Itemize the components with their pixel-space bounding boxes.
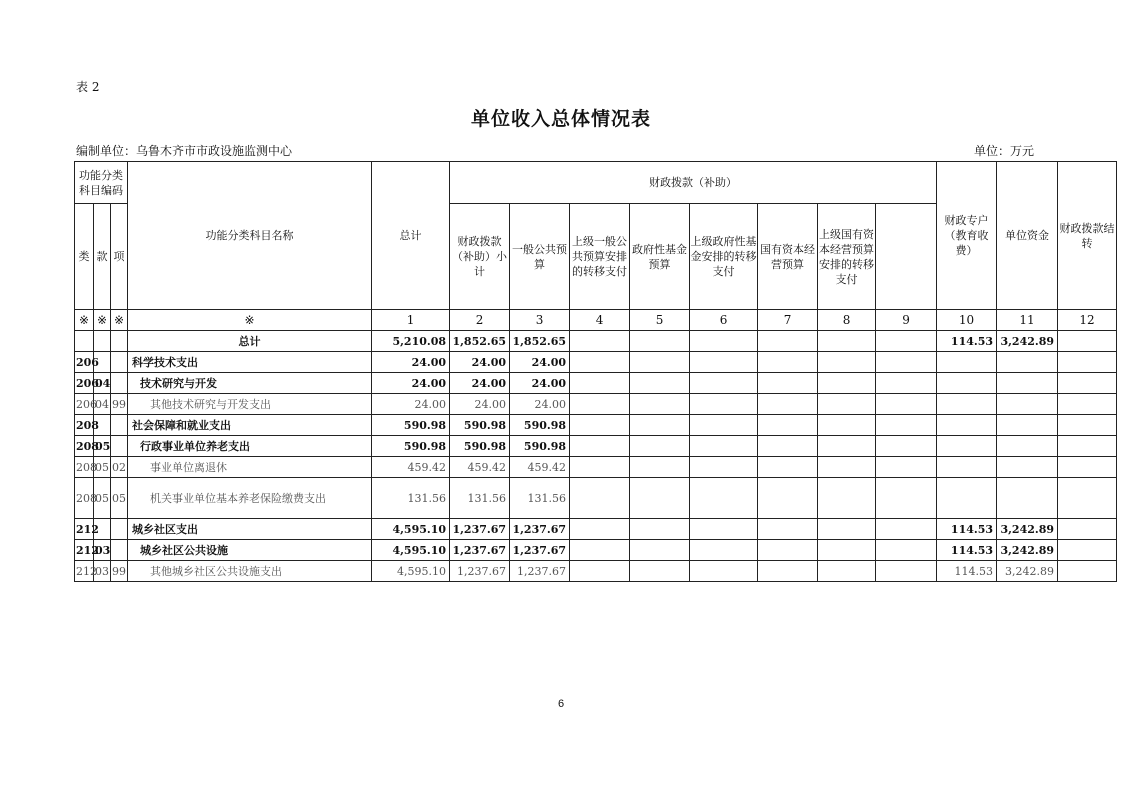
empty-cell	[1058, 478, 1117, 519]
code-xiang	[111, 352, 128, 373]
item-name: 总计	[128, 331, 372, 352]
empty-cell	[818, 394, 876, 415]
empty-cell	[690, 415, 758, 436]
empty-cell	[818, 540, 876, 561]
empty-cell	[630, 478, 690, 519]
column-number-row	[75, 310, 1117, 331]
code-lei: 212	[75, 561, 94, 582]
fiscal-subtotal-cell: 24.00	[450, 373, 510, 394]
general-budget-cell: 1,237.67	[510, 561, 570, 582]
empty-cell	[690, 331, 758, 352]
table-row	[75, 331, 1117, 352]
table-row	[75, 561, 1117, 582]
carryover-cell: 3,242.89	[997, 519, 1058, 540]
unit-funds-cell: 114.53	[937, 519, 997, 540]
header-lei: 类	[75, 204, 94, 310]
code-xiang	[111, 436, 128, 457]
column-number: 9	[876, 310, 937, 331]
empty-cell	[630, 519, 690, 540]
carryover-cell	[997, 436, 1058, 457]
general-budget-cell: 1,237.67	[510, 540, 570, 561]
code-lei: 208	[75, 415, 94, 436]
empty-cell	[690, 352, 758, 373]
table-row	[75, 478, 1117, 519]
general-budget-cell: 590.98	[510, 415, 570, 436]
empty-cell	[818, 415, 876, 436]
code-kuan	[94, 331, 111, 352]
column-number: 12	[1058, 310, 1117, 331]
mark-cell: ※	[75, 310, 94, 331]
column-number: 1	[372, 310, 450, 331]
unit-funds-cell	[937, 436, 997, 457]
code-lei: 212	[75, 540, 94, 561]
table-row	[75, 352, 1117, 373]
item-name: 事业单位离退休	[128, 457, 372, 478]
column-number: 10	[937, 310, 997, 331]
code-lei: 206	[75, 394, 94, 415]
empty-cell	[876, 457, 937, 478]
empty-cell	[690, 561, 758, 582]
empty-cell	[630, 331, 690, 352]
fiscal-subtotal-cell: 1,237.67	[450, 561, 510, 582]
code-kuan: 03	[94, 540, 111, 561]
empty-cell	[876, 561, 937, 582]
empty-cell	[570, 373, 630, 394]
header-c2: 一般公共预算	[510, 204, 570, 310]
header-c1: 财政拨款（补助）小计	[450, 204, 510, 310]
empty-cell	[690, 519, 758, 540]
code-kuan: 04	[94, 373, 111, 394]
empty-cell	[758, 331, 818, 352]
total-cell: 5,210.08	[372, 331, 450, 352]
table-row	[75, 519, 1117, 540]
fiscal-subtotal-cell: 1,237.67	[450, 540, 510, 561]
unit-funds-cell: 114.53	[937, 540, 997, 561]
empty-cell	[876, 540, 937, 561]
empty-cell	[570, 540, 630, 561]
total-cell: 4,595.10	[372, 519, 450, 540]
mark-cell: ※	[111, 310, 128, 331]
code-lei: 212	[75, 519, 94, 540]
header-fiscal-group: 财政拨款（补助）	[450, 162, 937, 204]
empty-cell	[690, 436, 758, 457]
unit-line: 单位：万元	[973, 144, 1034, 158]
empty-cell	[570, 478, 630, 519]
income-table	[74, 161, 1117, 582]
unit-funds-cell	[937, 415, 997, 436]
item-name: 社会保障和就业支出	[128, 415, 372, 436]
table-label: 表 2	[76, 80, 100, 94]
fiscal-subtotal-cell: 24.00	[450, 394, 510, 415]
fiscal-subtotal-cell: 1,237.67	[450, 519, 510, 540]
empty-cell	[1058, 415, 1117, 436]
table-row	[75, 394, 1117, 415]
header-kuan: 款	[94, 204, 111, 310]
fiscal-subtotal-cell: 459.42	[450, 457, 510, 478]
item-name: 其他技术研究与开发支出	[128, 394, 372, 415]
empty-cell	[690, 373, 758, 394]
org-line: 编制单位：乌鲁木齐市市政设施监测中心	[76, 144, 293, 158]
empty-cell	[570, 352, 630, 373]
empty-cell	[758, 540, 818, 561]
general-budget-cell: 24.00	[510, 373, 570, 394]
header-c3: 上级一般公共预算安排的转移支付	[570, 204, 630, 310]
code-xiang: 99	[111, 394, 128, 415]
carryover-cell	[997, 373, 1058, 394]
fiscal-subtotal-cell: 1,852.65	[450, 331, 510, 352]
empty-cell	[570, 561, 630, 582]
empty-cell	[876, 331, 937, 352]
header-xiang: 项	[111, 204, 128, 310]
carryover-cell: 3,242.89	[997, 540, 1058, 561]
empty-cell	[570, 331, 630, 352]
unit-funds-cell: 114.53	[937, 331, 997, 352]
code-xiang	[111, 331, 128, 352]
empty-cell	[630, 373, 690, 394]
code-lei	[75, 331, 94, 352]
empty-cell	[758, 415, 818, 436]
unit-funds-cell: 114.53	[937, 561, 997, 582]
empty-cell	[1058, 540, 1117, 561]
item-name: 科学技术支出	[128, 352, 372, 373]
column-number: 5	[630, 310, 690, 331]
code-lei: 208	[75, 457, 94, 478]
empty-cell	[570, 415, 630, 436]
carryover-cell	[997, 352, 1058, 373]
item-name: 城乡社区支出	[128, 519, 372, 540]
code-xiang: 02	[111, 457, 128, 478]
unit-funds-cell	[937, 478, 997, 519]
column-number: 4	[570, 310, 630, 331]
code-kuan: 05	[94, 457, 111, 478]
general-budget-cell: 459.42	[510, 457, 570, 478]
code-kuan: 05	[94, 436, 111, 457]
empty-cell	[630, 561, 690, 582]
empty-cell	[818, 352, 876, 373]
general-budget-cell: 131.56	[510, 478, 570, 519]
header-c7: 上级国有资本经营预算安排的转移支付	[818, 204, 876, 310]
empty-cell	[690, 394, 758, 415]
carryover-cell	[997, 457, 1058, 478]
item-name: 技术研究与开发	[128, 373, 372, 394]
column-number: 7	[758, 310, 818, 331]
item-name: 城乡社区公共设施	[128, 540, 372, 561]
unit-funds-cell	[937, 373, 997, 394]
code-lei: 206	[75, 352, 94, 373]
empty-cell	[570, 457, 630, 478]
empty-cell	[758, 352, 818, 373]
total-cell: 590.98	[372, 436, 450, 457]
code-kuan: 03	[94, 561, 111, 582]
code-lei: 206	[75, 373, 94, 394]
page-number: 6	[557, 698, 565, 710]
empty-cell	[818, 436, 876, 457]
empty-cell	[570, 394, 630, 415]
empty-cell	[630, 415, 690, 436]
column-number: 6	[690, 310, 758, 331]
empty-cell	[630, 394, 690, 415]
carryover-cell	[997, 415, 1058, 436]
fiscal-subtotal-cell: 590.98	[450, 415, 510, 436]
header-c6: 国有资本经营预算	[758, 204, 818, 310]
mark-cell: ※	[128, 310, 372, 331]
empty-cell	[818, 373, 876, 394]
header-func-code: 功能分类科目编码	[75, 162, 128, 204]
general-budget-cell: 24.00	[510, 394, 570, 415]
empty-cell	[876, 519, 937, 540]
general-budget-cell: 1,237.67	[510, 519, 570, 540]
empty-cell	[1058, 561, 1117, 582]
empty-cell	[876, 394, 937, 415]
total-cell: 4,595.10	[372, 561, 450, 582]
total-cell: 590.98	[372, 415, 450, 436]
empty-cell	[758, 519, 818, 540]
total-cell: 4,595.10	[372, 540, 450, 561]
column-number: 2	[450, 310, 510, 331]
code-xiang: 05	[111, 478, 128, 519]
item-name: 行政事业单位养老支出	[128, 436, 372, 457]
column-number: 11	[997, 310, 1058, 331]
empty-cell	[1058, 352, 1117, 373]
code-lei: 208	[75, 478, 94, 519]
fiscal-subtotal-cell: 24.00	[450, 352, 510, 373]
total-cell: 459.42	[372, 457, 450, 478]
empty-cell	[1058, 373, 1117, 394]
header-c8: 财政专户（教育收费）	[937, 162, 997, 310]
empty-cell	[630, 457, 690, 478]
empty-cell	[1058, 519, 1117, 540]
code-xiang	[111, 540, 128, 561]
empty-cell	[876, 415, 937, 436]
empty-cell	[758, 457, 818, 478]
empty-cell	[876, 373, 937, 394]
empty-cell	[876, 436, 937, 457]
table-row	[75, 540, 1117, 561]
header-c5: 上级政府性基金安排的转移支付	[690, 204, 758, 310]
empty-cell	[818, 519, 876, 540]
header-c10: 财政拨款结转	[1058, 162, 1117, 310]
code-xiang	[111, 519, 128, 540]
table-row	[75, 457, 1117, 478]
unit-funds-cell	[937, 352, 997, 373]
code-xiang	[111, 373, 128, 394]
general-budget-cell: 24.00	[510, 352, 570, 373]
empty-cell	[630, 352, 690, 373]
column-number: 8	[818, 310, 876, 331]
empty-cell	[818, 561, 876, 582]
code-lei: 208	[75, 436, 94, 457]
total-cell: 24.00	[372, 373, 450, 394]
empty-cell	[570, 436, 630, 457]
empty-cell	[1058, 457, 1117, 478]
empty-cell	[818, 457, 876, 478]
empty-cell	[1058, 394, 1117, 415]
empty-cell	[630, 540, 690, 561]
empty-cell	[818, 478, 876, 519]
table-row	[75, 415, 1117, 436]
empty-cell	[1058, 436, 1117, 457]
total-cell: 24.00	[372, 394, 450, 415]
unit-funds-cell	[937, 394, 997, 415]
empty-cell	[570, 519, 630, 540]
empty-cell	[818, 331, 876, 352]
empty-cell	[758, 436, 818, 457]
empty-cell	[690, 457, 758, 478]
empty-cell	[758, 478, 818, 519]
total-cell: 24.00	[372, 352, 450, 373]
table-row	[75, 373, 1117, 394]
fiscal-subtotal-cell: 131.56	[450, 478, 510, 519]
empty-cell	[876, 352, 937, 373]
empty-cell	[1058, 331, 1117, 352]
header-func-name: 功能分类科目名称	[128, 162, 372, 310]
column-number: 3	[510, 310, 570, 331]
code-xiang: 99	[111, 561, 128, 582]
carryover-cell: 3,242.89	[997, 331, 1058, 352]
general-budget-cell: 590.98	[510, 436, 570, 457]
header-c9: 单位资金	[997, 162, 1058, 310]
unit-funds-cell	[937, 457, 997, 478]
empty-cell	[758, 561, 818, 582]
empty-cell	[876, 478, 937, 519]
empty-cell	[758, 373, 818, 394]
general-budget-cell: 1,852.65	[510, 331, 570, 352]
item-name: 其他城乡社区公共设施支出	[128, 561, 372, 582]
total-cell: 131.56	[372, 478, 450, 519]
carryover-cell	[997, 394, 1058, 415]
header-total: 总计	[372, 162, 450, 310]
empty-cell	[690, 540, 758, 561]
carryover-cell	[997, 478, 1058, 519]
code-kuan: 04	[94, 394, 111, 415]
item-name: 机关事业单位基本养老保险缴费支出	[128, 478, 372, 519]
header-c4: 政府性基金预算	[630, 204, 690, 310]
page-title: 单位收入总体情况表	[470, 108, 651, 130]
mark-cell: ※	[94, 310, 111, 331]
fiscal-subtotal-cell: 590.98	[450, 436, 510, 457]
carryover-cell: 3,242.89	[997, 561, 1058, 582]
table-row	[75, 436, 1117, 457]
empty-cell	[758, 394, 818, 415]
empty-cell	[690, 478, 758, 519]
code-kuan: 05	[94, 478, 111, 519]
code-xiang	[111, 415, 128, 436]
empty-cell	[630, 436, 690, 457]
